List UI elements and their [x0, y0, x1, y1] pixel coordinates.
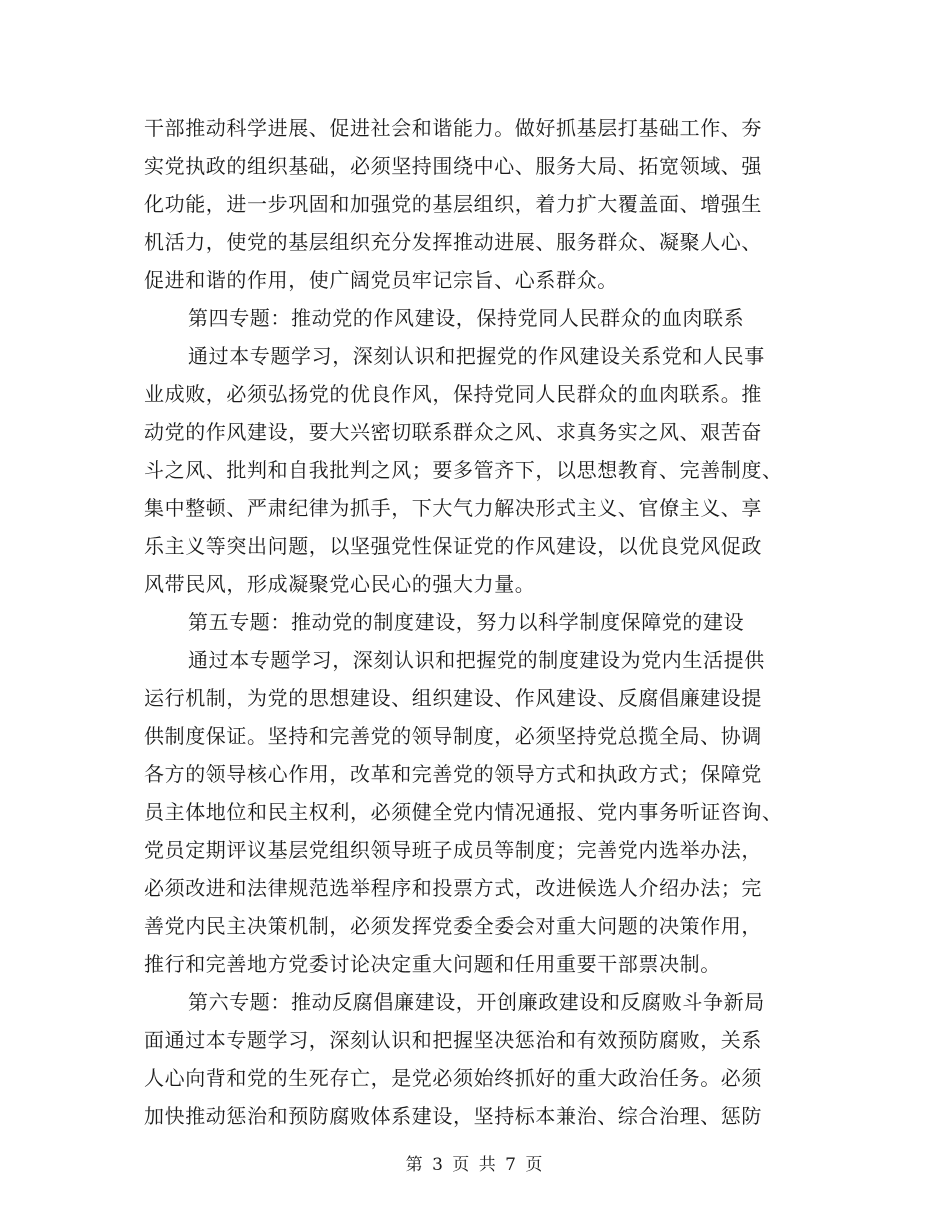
text-line: 加快推动惩治和预防腐败体系建设，坚持标本兼治、综合治理、惩防 [144, 1104, 762, 1128]
text-line: 运行机制，为党的思想建设、组织建设、作风建设、反腐倡廉建设提 [144, 686, 762, 710]
text-line: 机活力，使党的基层组织充分发挥推动进展、服务群众、凝聚人心、 [144, 230, 762, 254]
document-body [144, 109, 814, 1135]
text-line: 人心向背和党的生死存亡，是党必须始终抓好的重大政治任务。必须 [144, 1066, 762, 1090]
text-line: 员主体地位和民主权利，必须健全党内情况通报、党内事务听证咨询、 [144, 800, 783, 824]
text-line: 必须改进和法律规范选举程序和投票方式，改进候选人介绍办法；完 [144, 876, 762, 900]
text-line: 善党内民主决策机制，必须发挥党委全委会对重大问题的决策作用， [144, 914, 762, 938]
text-line: 各方的领导核心作用，改革和完善党的领导方式和执政方式；保障党 [144, 762, 762, 786]
text-line: 斗之风、批判和自我批判之风；要多管齐下，以思想教育、完善制度、 [144, 458, 783, 482]
text-line: 推行和完善地方党委讨论决定重大问题和任用重要干部票决制。 [144, 952, 721, 976]
text-line: 乐主义等突出问题，以坚强党性保证党的作风建设，以优良党风促政 [144, 534, 762, 558]
text-line: 实党执政的组织基础，必须坚持围绕中心、服务大局、拓宽领域、强 [144, 154, 762, 178]
text-line: 第五专题：推动党的制度建设，努力以科学制度保障党的建设 [188, 610, 745, 634]
text-line: 党员定期评议基层党组织领导班子成员等制度；完善党内选举办法， [144, 838, 762, 862]
text-line: 集中整顿、严肃纪律为抓手，下大气力解决形式主义、官僚主义、享 [144, 496, 762, 520]
text-line: 干部推动科学进展、促进社会和谐能力。做好抓基层打基础工作、夯 [144, 116, 762, 140]
text-line: 供制度保证。坚持和完善党的领导制度，必须坚持党总揽全局、协调 [144, 724, 762, 748]
text-line: 风带民风，形成凝聚党心民心的强大力量。 [144, 572, 536, 596]
text-line: 第四专题：推动党的作风建设，保持党同人民群众的血肉联系 [188, 306, 745, 330]
text-line: 面通过本专题学习，深刻认识和把握坚决惩治和有效预防腐败，关系 [144, 1028, 762, 1052]
text-line: 化功能，进一步巩固和加强党的基层组织，着力扩大覆盖面、增强生 [144, 192, 762, 216]
text-line: 通过本专题学习，深刻认识和把握党的作风建设关系党和人民事 [188, 344, 765, 368]
text-line: 促进和谐的作用，使广阔党员牢记宗旨、心系群众。 [144, 268, 618, 292]
text-line: 动党的作风建设，要大兴密切联系群众之风、求真务实之风、艰苦奋 [144, 420, 762, 444]
page-number-footer: 第 3 页 共 7 页 [405, 1155, 545, 1175]
text-line: 通过本专题学习，深刻认识和把握党的制度建设为党内生活提供 [188, 648, 765, 672]
text-line: 第六专题：推动反腐倡廉建设，开创廉政建设和反腐败斗争新局 [188, 990, 765, 1014]
text-line: 业成败，必须弘扬党的优良作风，保持党同人民群众的血肉联系。推 [144, 382, 762, 406]
